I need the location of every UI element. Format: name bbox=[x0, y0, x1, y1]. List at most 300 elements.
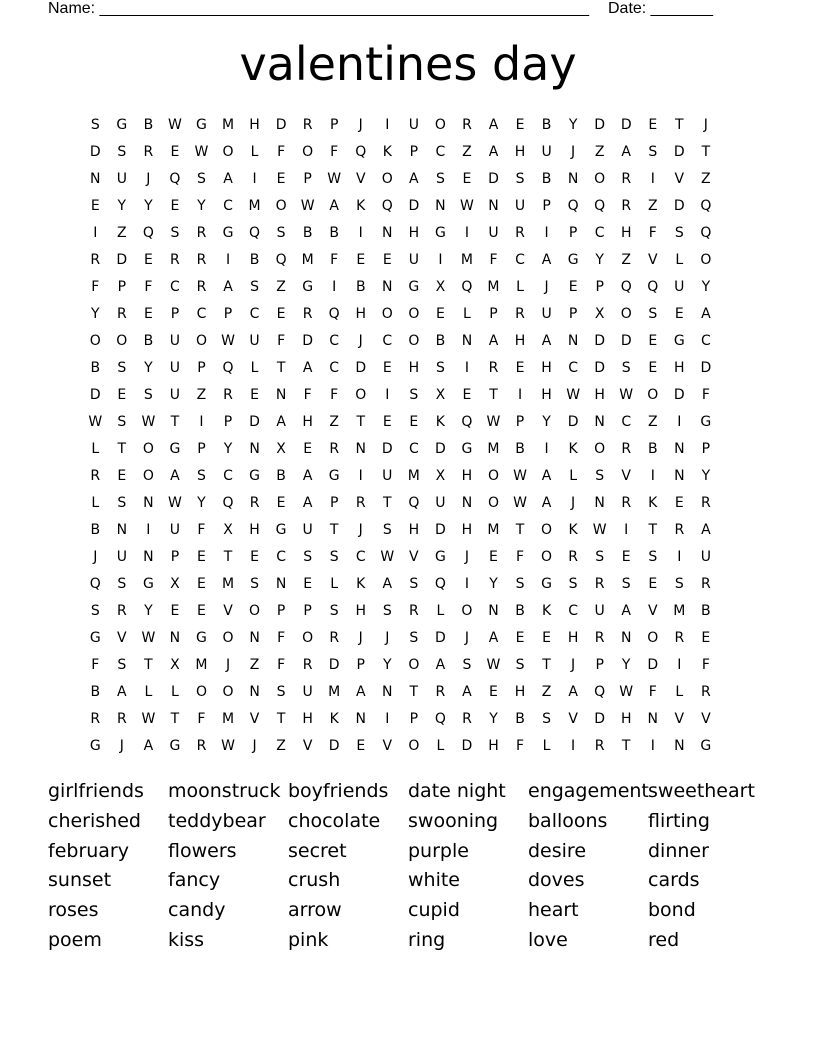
word-list-item: february bbox=[48, 839, 129, 862]
grid-letter: P bbox=[595, 278, 604, 295]
grid-letter: W bbox=[566, 386, 581, 403]
grid-letter: T bbox=[276, 710, 286, 727]
grid-letter: G bbox=[222, 224, 234, 241]
grid-letter: G bbox=[461, 440, 473, 457]
grid-letter: V bbox=[568, 710, 578, 727]
grid-letter: E bbox=[356, 251, 366, 268]
grid-letter: S bbox=[648, 548, 658, 565]
grid-letter: M bbox=[301, 251, 314, 268]
grid-letter: D bbox=[673, 143, 685, 160]
grid-letter: M bbox=[487, 440, 500, 457]
grid-letter: D bbox=[673, 386, 685, 403]
grid-letter: A bbox=[541, 251, 552, 268]
grid-letter: D bbox=[89, 386, 101, 403]
grid-letter: E bbox=[117, 386, 127, 403]
word-list-item: balloons bbox=[528, 809, 608, 832]
grid-letter: O bbox=[249, 602, 261, 619]
grid-letter: W bbox=[486, 413, 501, 430]
grid-letter: W bbox=[88, 413, 103, 430]
grid-letter: S bbox=[303, 548, 313, 565]
grid-letter: I bbox=[464, 575, 469, 592]
grid-letter: P bbox=[223, 305, 233, 322]
grid-letter: R bbox=[116, 710, 127, 727]
grid-letter: U bbox=[541, 143, 552, 160]
grid-letter: B bbox=[515, 440, 525, 457]
date-field-label: Date: _______ bbox=[607, 0, 713, 17]
grid-letter: P bbox=[595, 656, 604, 673]
grid-letter: C bbox=[329, 332, 340, 349]
grid-letter: S bbox=[117, 494, 127, 511]
grid-letter: X bbox=[170, 656, 180, 673]
grid-letter: E bbox=[462, 170, 472, 187]
grid-letter: S bbox=[648, 305, 658, 322]
grid-letter: Z bbox=[249, 656, 260, 673]
grid-letter: K bbox=[435, 413, 445, 430]
grid-letter: I bbox=[438, 251, 443, 268]
word-list-item: white bbox=[408, 869, 460, 892]
word-list-item: fancy bbox=[168, 869, 221, 892]
grid-letter: Z bbox=[196, 386, 207, 403]
grid-letter: Q bbox=[222, 359, 234, 376]
grid-letter: J bbox=[146, 170, 151, 187]
grid-letter: A bbox=[143, 737, 154, 754]
grid-letter: D bbox=[249, 413, 260, 430]
word-list-item: engagement bbox=[528, 780, 649, 802]
grid-letter: O bbox=[89, 332, 101, 349]
grid-letter: E bbox=[382, 413, 392, 430]
grid-letter: I bbox=[252, 170, 257, 187]
grid-letter: D bbox=[647, 656, 659, 673]
grid-letter: N bbox=[275, 386, 287, 403]
grid-letter: P bbox=[223, 413, 233, 430]
grid-letter: E bbox=[276, 494, 286, 511]
grid-letter: H bbox=[541, 386, 552, 403]
grid-letter: O bbox=[222, 143, 234, 160]
grid-letter: Z bbox=[276, 278, 286, 295]
grid-letter: U bbox=[169, 386, 181, 403]
grid-letter: H bbox=[488, 737, 499, 754]
grid-letter: S bbox=[117, 575, 127, 592]
grid-letter: F bbox=[277, 629, 286, 646]
grid-letter: U bbox=[169, 521, 181, 538]
grid-letter: I bbox=[677, 656, 682, 673]
grid-letter: O bbox=[381, 305, 393, 322]
grid-letter: E bbox=[515, 629, 525, 646]
grid-letter: H bbox=[620, 710, 632, 727]
grid-letter: A bbox=[382, 575, 393, 592]
grid-letter: R bbox=[116, 305, 127, 322]
grid-letter: Q bbox=[461, 413, 473, 430]
grid-letter: T bbox=[409, 683, 419, 700]
grid-letter: I bbox=[385, 116, 390, 133]
word-list-item: red bbox=[648, 928, 680, 951]
grid-letter: S bbox=[674, 224, 684, 241]
grid-letter: Y bbox=[223, 440, 233, 457]
grid-letter: M bbox=[487, 278, 500, 295]
grid-letter: S bbox=[515, 656, 525, 673]
grid-letter: R bbox=[223, 386, 233, 403]
grid-letter: F bbox=[330, 386, 339, 403]
grid-letter: A bbox=[462, 683, 472, 700]
grid-letter: S bbox=[595, 467, 605, 484]
grid-letter: E bbox=[515, 116, 525, 133]
grid-letter: S bbox=[117, 656, 127, 673]
grid-letter: H bbox=[567, 629, 579, 646]
grid-letter: P bbox=[568, 305, 578, 322]
grid-letter: T bbox=[329, 521, 339, 538]
grid-letter: Q bbox=[249, 224, 261, 241]
grid-letter: B bbox=[90, 521, 101, 538]
grid-letter: R bbox=[674, 629, 685, 646]
grid-letter: N bbox=[674, 737, 685, 754]
grid-letter: J bbox=[464, 548, 469, 565]
grid-letter: A bbox=[701, 521, 711, 538]
word-list-item: poem bbox=[48, 928, 102, 951]
grid-letter: I bbox=[385, 386, 390, 403]
grid-letter: P bbox=[303, 170, 312, 187]
grid-letter: E bbox=[568, 278, 578, 295]
grid-letter: O bbox=[620, 305, 632, 322]
grid-letter: P bbox=[197, 359, 206, 376]
name-field-label: Name: _______________________________________________________ bbox=[48, 0, 589, 17]
grid-letter: E bbox=[90, 197, 100, 214]
grid-letter: I bbox=[571, 737, 576, 754]
grid-letter: F bbox=[489, 251, 498, 268]
grid-letter: D bbox=[434, 521, 446, 538]
grid-letter: F bbox=[648, 224, 657, 241]
grid-letter: H bbox=[514, 683, 526, 700]
grid-letter: M bbox=[248, 197, 261, 214]
grid-letter: J bbox=[358, 116, 363, 133]
grid-letter: P bbox=[303, 602, 312, 619]
grid-letter: O bbox=[142, 467, 154, 484]
grid-letter: L bbox=[144, 683, 153, 700]
grid-letter: S bbox=[197, 467, 206, 484]
grid-letter: G bbox=[116, 116, 128, 133]
grid-letter: Z bbox=[647, 413, 658, 430]
grid-letter: A bbox=[621, 143, 631, 160]
grid-letter: O bbox=[408, 737, 420, 754]
grid-letter: E bbox=[382, 359, 392, 376]
grid-letter: Z bbox=[594, 143, 605, 160]
word-list bbox=[48, 777, 768, 956]
grid-letter: I bbox=[677, 413, 682, 430]
grid-letter: R bbox=[196, 737, 207, 754]
grid-letter: E bbox=[648, 359, 658, 376]
grid-letter: T bbox=[675, 116, 684, 133]
grid-letter: U bbox=[408, 116, 419, 133]
grid-letter: E bbox=[542, 629, 551, 646]
grid-letter: P bbox=[515, 413, 525, 430]
grid-letter: W bbox=[460, 197, 474, 214]
grid-letter: G bbox=[275, 521, 287, 538]
grid-letter: E bbox=[303, 575, 313, 592]
grid-letter: G bbox=[541, 575, 552, 592]
grid-letter: O bbox=[594, 170, 606, 187]
grid-letter: O bbox=[222, 683, 234, 700]
grid-letter: F bbox=[303, 386, 312, 403]
grid-letter: R bbox=[700, 683, 711, 700]
grid-letter: Q bbox=[328, 305, 340, 322]
grid-letter: S bbox=[595, 548, 605, 565]
grid-letter: Q bbox=[594, 197, 606, 214]
grid-letter: M bbox=[221, 116, 235, 133]
grid-letter: R bbox=[196, 224, 207, 241]
grid-letter: E bbox=[648, 332, 658, 349]
grid-letter: Y bbox=[568, 116, 578, 133]
grid-letter: P bbox=[489, 305, 498, 322]
grid-letter: S bbox=[409, 629, 419, 646]
grid-letter: C bbox=[594, 224, 605, 241]
grid-letter: N bbox=[620, 629, 632, 646]
grid-letter: X bbox=[435, 386, 446, 403]
grid-letter: Y bbox=[621, 656, 631, 673]
grid-letter: Z bbox=[541, 683, 552, 700]
grid-letter: N bbox=[169, 629, 181, 646]
grid-letter: Y bbox=[90, 305, 100, 322]
grid-letter: W bbox=[619, 386, 634, 403]
grid-letter: O bbox=[195, 683, 207, 700]
grid-letter: N bbox=[488, 602, 499, 619]
grid-letter: R bbox=[568, 548, 578, 565]
grid-letter: L bbox=[675, 251, 684, 268]
grid-letter: Q bbox=[275, 251, 287, 268]
grid-letter: U bbox=[116, 548, 127, 565]
grid-letter: R bbox=[143, 143, 154, 160]
grid-letter: A bbox=[355, 683, 366, 700]
grid-letter: E bbox=[674, 494, 684, 511]
grid-letter: X bbox=[594, 305, 605, 322]
grid-letter: Q bbox=[647, 278, 659, 295]
grid-letter: L bbox=[330, 575, 339, 592]
grid-letter: T bbox=[170, 710, 180, 727]
grid-letter: N bbox=[594, 494, 605, 511]
grid-letter: E bbox=[170, 602, 180, 619]
grid-letter: G bbox=[567, 251, 579, 268]
grid-letter: D bbox=[275, 116, 287, 133]
grid-letter: G bbox=[169, 440, 181, 457]
word-list-item: girlfriends bbox=[48, 780, 144, 802]
grid-letter: D bbox=[328, 656, 340, 673]
grid-letter: J bbox=[703, 116, 708, 133]
grid-letter: W bbox=[141, 629, 156, 646]
grid-letter: R bbox=[249, 494, 260, 511]
grid-letter: F bbox=[701, 656, 710, 673]
grid-letter: J bbox=[225, 656, 231, 673]
grid-letter: D bbox=[594, 710, 606, 727]
grid-letter: S bbox=[568, 575, 578, 592]
grid-letter: E bbox=[648, 575, 658, 592]
grid-letter: H bbox=[355, 602, 366, 619]
grid-letter: B bbox=[541, 116, 552, 133]
grid-letter: I bbox=[358, 224, 363, 241]
grid-letter: O bbox=[594, 440, 606, 457]
grid-letter: R bbox=[90, 467, 101, 484]
grid-letter: K bbox=[568, 521, 578, 538]
grid-letter: Y bbox=[383, 656, 392, 673]
word-list-item: desire bbox=[528, 839, 587, 862]
grid-letter: N bbox=[90, 170, 101, 187]
grid-letter: G bbox=[89, 629, 101, 646]
grid-letter: C bbox=[223, 197, 233, 214]
grid-letter: E bbox=[435, 305, 445, 322]
grid-letter: O bbox=[116, 332, 128, 349]
grid-letter: S bbox=[90, 116, 100, 133]
grid-letter: G bbox=[434, 548, 446, 565]
grid-letter: R bbox=[329, 629, 340, 646]
grid-letter: F bbox=[197, 710, 206, 727]
grid-letter: O bbox=[700, 251, 712, 268]
grid-letter: I bbox=[650, 467, 655, 484]
word-list-item: candy bbox=[168, 899, 226, 922]
grid-letter: R bbox=[674, 521, 685, 538]
grid-letter: T bbox=[223, 548, 233, 565]
grid-letter: V bbox=[674, 710, 685, 727]
grid-letter: W bbox=[141, 710, 156, 727]
grid-letter: R bbox=[594, 737, 605, 754]
grid-letter: F bbox=[330, 143, 339, 160]
grid-letter: Y bbox=[701, 467, 711, 484]
grid-letter: H bbox=[674, 359, 685, 376]
grid-letter: P bbox=[276, 602, 286, 619]
grid-letter: P bbox=[329, 494, 339, 511]
grid-letter: E bbox=[250, 548, 259, 565]
grid-letter: S bbox=[435, 170, 445, 187]
word-list-item: boyfriends bbox=[288, 780, 389, 802]
grid-letter: F bbox=[277, 656, 286, 673]
grid-letter: M bbox=[487, 521, 500, 538]
grid-letter: S bbox=[621, 359, 631, 376]
grid-letter: E bbox=[117, 467, 127, 484]
grid-letter: I bbox=[464, 224, 469, 241]
grid-letter: T bbox=[515, 521, 525, 538]
grid-letter: L bbox=[91, 494, 100, 511]
grid-letter: L bbox=[436, 602, 445, 619]
grid-letter: B bbox=[90, 359, 101, 376]
grid-letter: F bbox=[515, 548, 525, 565]
grid-letter: Q bbox=[408, 494, 420, 511]
grid-letter: Z bbox=[647, 197, 658, 214]
grid-letter: S bbox=[250, 575, 259, 592]
grid-letter: Q bbox=[222, 494, 234, 511]
word-list-item: doves bbox=[528, 869, 585, 892]
grid-letter: N bbox=[488, 197, 499, 214]
grid-letter: E bbox=[489, 548, 498, 565]
grid-letter: T bbox=[276, 359, 286, 376]
word-list-item: flowers bbox=[168, 839, 237, 862]
grid-letter: M bbox=[460, 251, 473, 268]
grid-letter: I bbox=[650, 737, 655, 754]
grid-letter: N bbox=[143, 548, 154, 565]
grid-letter: C bbox=[249, 305, 260, 322]
grid-letter: S bbox=[515, 170, 525, 187]
grid-letter: H bbox=[514, 332, 526, 349]
grid-letter: G bbox=[700, 737, 712, 754]
grid-letter: E bbox=[701, 629, 711, 646]
grid-letter: N bbox=[461, 332, 473, 349]
grid-letter: V bbox=[117, 629, 127, 646]
grid-letter: D bbox=[594, 359, 606, 376]
grid-letter: R bbox=[408, 602, 419, 619]
grid-letter: Y bbox=[144, 602, 153, 619]
grid-letter: G bbox=[302, 278, 314, 295]
grid-letter: E bbox=[197, 602, 206, 619]
grid-letter: E bbox=[143, 251, 153, 268]
grid-letter: S bbox=[621, 575, 631, 592]
grid-letter: R bbox=[116, 602, 127, 619]
grid-letter: N bbox=[249, 683, 260, 700]
grid-letter: S bbox=[542, 710, 552, 727]
grid-letter: N bbox=[249, 629, 260, 646]
grid-letter: Y bbox=[144, 197, 153, 214]
grid-letter: J bbox=[571, 494, 576, 511]
grid-letter: J bbox=[571, 143, 576, 160]
grid-letter: B bbox=[329, 224, 339, 241]
grid-letter: R bbox=[90, 251, 101, 268]
grid-letter: X bbox=[223, 521, 233, 538]
grid-letter: T bbox=[542, 656, 551, 673]
grid-letter: E bbox=[489, 683, 498, 700]
grid-letter: B bbox=[541, 170, 552, 187]
word-list-item: sweetheart bbox=[648, 780, 755, 802]
grid-letter: J bbox=[119, 737, 124, 754]
grid-letter: W bbox=[167, 116, 182, 133]
grid-letter: Z bbox=[329, 413, 339, 430]
grid-letter: P bbox=[701, 440, 711, 457]
grid-letter: H bbox=[408, 359, 420, 376]
grid-letter: Q bbox=[434, 710, 446, 727]
grid-letter: A bbox=[302, 494, 313, 511]
grid-letter: D bbox=[381, 440, 393, 457]
grid-letter: P bbox=[197, 440, 206, 457]
grid-letter: G bbox=[196, 629, 207, 646]
grid-letter: Z bbox=[462, 143, 472, 160]
grid-letter: S bbox=[409, 386, 419, 403]
grid-letter: A bbox=[302, 467, 313, 484]
grid-letter: E bbox=[170, 143, 180, 160]
grid-letter: Q bbox=[567, 197, 579, 214]
grid-letter: K bbox=[648, 494, 658, 511]
grid-letter: C bbox=[196, 305, 207, 322]
grid-letter: L bbox=[91, 440, 100, 457]
grid-letter: Z bbox=[117, 224, 127, 241]
grid-letter: O bbox=[487, 467, 499, 484]
grid-letter: T bbox=[701, 143, 711, 160]
grid-letter: X bbox=[435, 467, 446, 484]
grid-letter: N bbox=[674, 440, 685, 457]
grid-letter: K bbox=[541, 602, 552, 619]
grid-letter: C bbox=[170, 278, 180, 295]
grid-letter: D bbox=[673, 197, 685, 214]
grid-letter: D bbox=[620, 116, 632, 133]
grid-letter: N bbox=[382, 278, 393, 295]
grid-letter: N bbox=[355, 710, 366, 727]
grid-letter: V bbox=[223, 602, 233, 619]
grid-letter: I bbox=[544, 224, 549, 241]
grid-letter: I bbox=[517, 386, 523, 403]
grid-letter: S bbox=[117, 359, 127, 376]
grid-letter: Y bbox=[489, 575, 498, 592]
grid-letter: L bbox=[569, 467, 578, 484]
grid-letter: O bbox=[408, 305, 420, 322]
grid-letter: L bbox=[463, 305, 471, 322]
grid-letter: O bbox=[408, 656, 420, 673]
grid-letter: W bbox=[513, 467, 527, 484]
grid-letter: F bbox=[330, 251, 339, 268]
grid-letter: R bbox=[488, 359, 499, 376]
grid-letter: T bbox=[117, 440, 127, 457]
grid-letter: U bbox=[700, 548, 711, 565]
